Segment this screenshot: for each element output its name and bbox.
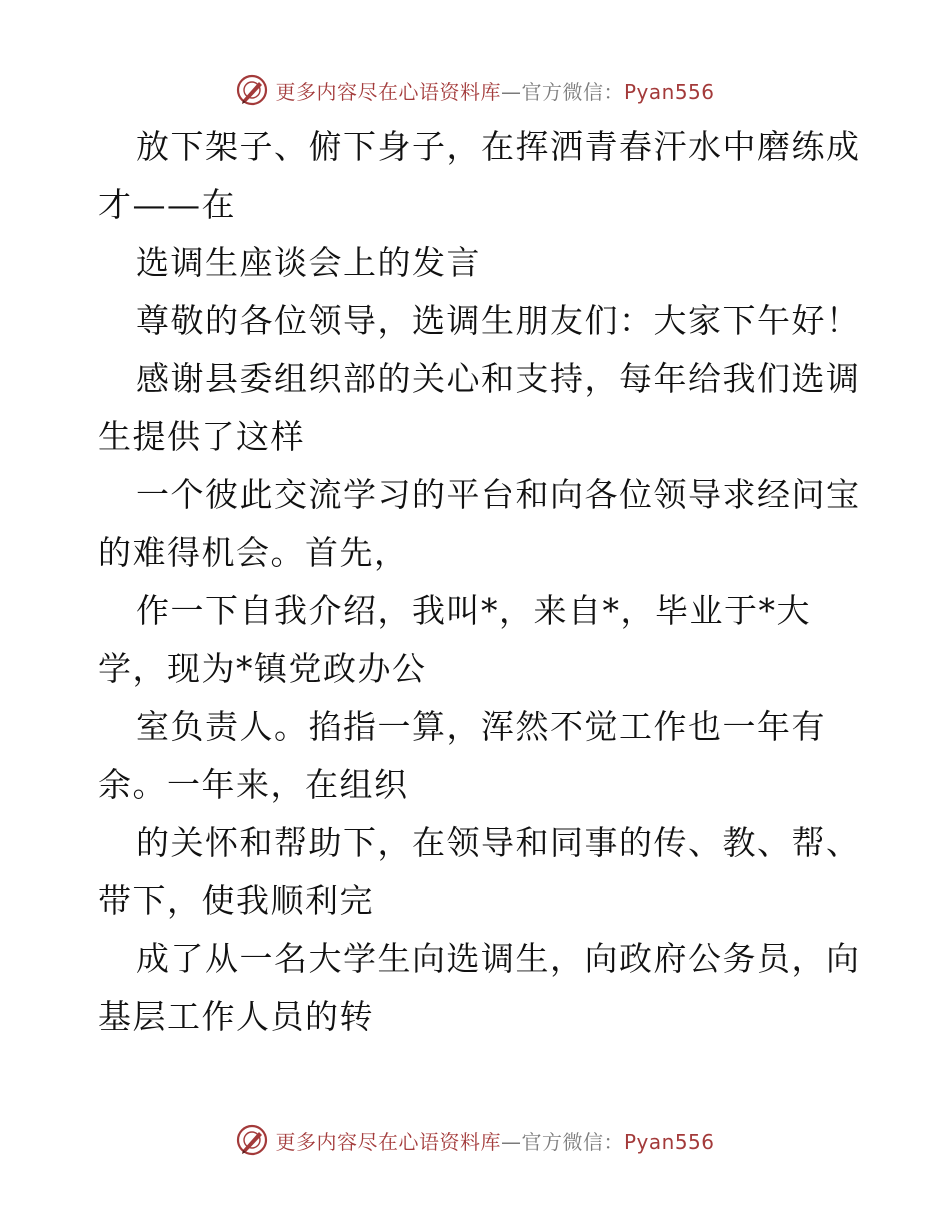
header-watermark <box>0 70 950 110</box>
text-line: 基层工作人员的转 <box>98 997 374 1036</box>
text-line: 放下架子、俯下身子，在挥洒青春汗水中磨练成 <box>136 127 861 166</box>
text-line: 感谢县委组织部的关心和支持，每年给我们选调 <box>136 359 861 398</box>
watermark-text <box>275 1126 714 1155</box>
text-line: 成了从一名大学生向选调生，向政府公务员，向 <box>136 939 861 978</box>
pen-circle-logo-icon <box>235 73 269 107</box>
watermark-wechat-label: 官方微信： <box>521 1129 624 1154</box>
watermark-wechat-id: Pyan556 <box>623 1129 715 1154</box>
text-line: 余。一年来，在组织 <box>98 765 409 804</box>
text-line: 一个彼此交流学习的平台和向各位领导求经问宝 <box>136 475 861 514</box>
text-line: 学，现为*镇党政办公 <box>98 649 427 688</box>
document-body <box>98 118 861 1046</box>
watermark-text <box>275 76 714 105</box>
text-line: 生提供了这样 <box>98 417 305 456</box>
text-line: 带下，使我顺利完 <box>98 881 374 920</box>
watermark-dash: — <box>500 79 522 104</box>
text-line: 的难得机会。首先， <box>98 533 409 572</box>
text-line: 尊敬的各位领导，选调生朋友们：大家下午好！ <box>136 301 861 340</box>
pen-circle-logo-icon <box>235 1123 269 1157</box>
watermark-wechat-id: Pyan556 <box>623 79 715 104</box>
watermark-dash: — <box>500 1129 522 1154</box>
watermark-site-text: 更多内容尽在心语资料库 <box>275 79 501 104</box>
footer-watermark <box>0 1120 950 1160</box>
text-line: 作一下自我介绍，我叫*，来自*，毕业于*大 <box>136 591 811 630</box>
text-line: 选调生座谈会上的发言 <box>136 243 481 282</box>
text-line: 的关怀和帮助下，在领导和同事的传、教、帮、 <box>136 823 861 862</box>
watermark-site-text: 更多内容尽在心语资料库 <box>275 1129 501 1154</box>
text-line: 室负责人。掐指一算，浑然不觉工作也一年有 <box>136 707 826 746</box>
watermark-wechat-label: 官方微信： <box>521 79 624 104</box>
text-line: 才——在 <box>98 185 236 224</box>
